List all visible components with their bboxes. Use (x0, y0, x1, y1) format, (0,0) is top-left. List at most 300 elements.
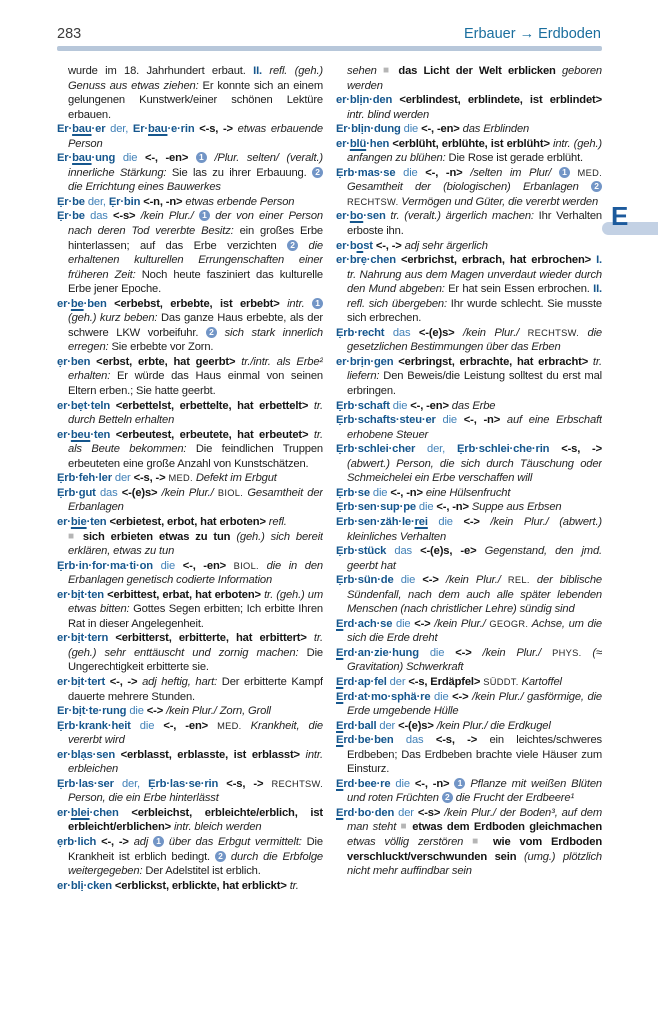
definition-italic: etwas erbende Person (185, 195, 295, 208)
gender-article: das (393, 734, 436, 747)
headword: rd·bo·den (343, 806, 395, 819)
dictionary-entry (336, 122, 602, 137)
headword-stressed: bau (72, 123, 92, 136)
sense-number-badge: 1 (153, 836, 164, 847)
dictionary-entry (336, 166, 602, 210)
headword: rd·an·zie·hung (343, 646, 419, 659)
definition-italic: etwas völlig zerstören (347, 835, 473, 848)
sense-number-badge: 1 (559, 167, 570, 178)
definition-italic: die gesetzlichen Bestimmungen über das Erben (347, 326, 602, 354)
gender-article: der (394, 806, 418, 819)
subject-label: BIOL. (217, 487, 244, 498)
inflection-forms: <erbringst, erbrachte, hat erbracht> (393, 355, 593, 368)
sense-number-badge: 2 (215, 851, 226, 862)
idiom-bold: wie vom Erdboden verschluckt/verschwunden sein (347, 835, 602, 863)
idiom-bold: etwas dem Erdboden gleichmachen (407, 821, 602, 834)
example-text: Der Adelstitel ist erblich. (142, 865, 261, 878)
definition-italic: intr. blind werden (347, 108, 430, 121)
headword: Er· (132, 123, 148, 136)
definition-italic: die in den Erbanlagen genetisch codierte Information (68, 559, 323, 587)
definition-italic: intr. erbleichen (68, 748, 323, 776)
definition-italic: die Frucht der Erdbeere¹ (452, 792, 575, 805)
definition-italic: refl. (268, 515, 287, 528)
inflection-forms: <-s, -> (133, 472, 169, 485)
definition-italic: /selten im Plur/ (470, 166, 559, 179)
headword-stressed: E (336, 806, 344, 819)
dictionary-entry (57, 719, 323, 748)
inflection-forms: <erbittest, erbat, hat erboten> (103, 588, 265, 601)
example-text: Gottes Segen erbitten; Ich erbitte Ihren Rat in dieser Angelegenheit. (68, 603, 323, 630)
gender-article: der, (105, 123, 133, 136)
gender-article: das (386, 545, 421, 558)
subject-label: RECHTSW. (271, 778, 323, 789)
sense-number-badge: 2 (442, 792, 453, 803)
gender-article: die (427, 515, 464, 528)
inflection-forms: <erbietest, erbot, hat erboten> (106, 515, 269, 528)
roman-numeral: II. (593, 283, 602, 296)
gender-article: die (392, 617, 415, 630)
idiom-marker-icon: ■ (400, 821, 408, 833)
inflection-forms: <-, -en> (182, 559, 234, 572)
inflection-forms: <-s, Erdäpfel> (408, 675, 484, 688)
definition-italic: tr. durch Betteln erhalten (68, 399, 323, 427)
headword: ẹrb·lich (57, 835, 97, 848)
headword: rd·ach·se (343, 617, 393, 630)
definition-italic: intr. (287, 297, 312, 310)
inflection-forms: <-s> (113, 210, 141, 223)
headword: rd·be·ben (343, 734, 394, 747)
inflection-forms: <-s, -> (194, 123, 238, 136)
inflection-forms: <erbst, erbte, hat geerbt> (90, 355, 242, 368)
definition-italic: geboren werden (347, 65, 602, 92)
dictionary-entry (57, 675, 323, 704)
headword: Ẹrb·feh·ler (57, 472, 112, 485)
headword-stressed: rei (414, 515, 428, 528)
headword: er· (57, 515, 71, 528)
definition-italic: sehen (347, 65, 383, 77)
gender-article: der, (415, 443, 457, 456)
page-number: 283 (57, 26, 82, 42)
sense-number-badge: 1 (199, 210, 210, 221)
inflection-forms: <-> (452, 690, 473, 703)
dictionary-entry (57, 588, 323, 632)
dictionary-entry (336, 544, 602, 573)
headword-stressed: blü (349, 137, 367, 150)
dictionary-entry (57, 559, 323, 588)
inflection-forms: <-s, -> (549, 443, 602, 456)
inflection-forms: <erbitterst, erbitterte, hat erbittert> (108, 632, 314, 645)
example-text: wurde im 18. Jahrhundert erbaut. (68, 65, 254, 77)
dictionary-entry (336, 326, 602, 355)
gender-article: die (389, 399, 411, 412)
dictionary-entry (336, 806, 602, 879)
dictionary-entry (336, 733, 602, 777)
example-text: Der erbitterte Kampf dauerte mehrere Stunden. (68, 675, 323, 703)
headword: er· (57, 297, 71, 310)
inflection-forms: <-, -en> (410, 399, 452, 412)
headword: ·chen (89, 806, 119, 819)
definition-italic: intr. bleich werden (173, 821, 262, 834)
gender-article: die (152, 559, 183, 572)
gender-article: die (400, 123, 422, 136)
headword-stressed: beu (70, 428, 91, 441)
gender-article: das (84, 210, 113, 223)
inflection-forms: <-, -n> (425, 166, 471, 179)
sense-number-badge: 2 (206, 327, 217, 338)
definition-italic: (≈ Gravitation) Schwerkraft (347, 646, 602, 674)
subject-label: RECHTSW. (347, 196, 399, 207)
gender-article: das (384, 326, 419, 339)
definition-italic: Suppe aus Erbsen (471, 501, 562, 514)
dictionary-entry (336, 399, 602, 414)
headword-stressed: E (336, 777, 344, 790)
headword: er·blị·cken (57, 879, 112, 892)
definition-italic: refl. sich übergeben: (347, 297, 447, 310)
headword: ·ten (86, 515, 107, 528)
headword-stressed: E (336, 617, 344, 630)
example-text: Er hat sein Essen erbrochen. (444, 283, 594, 296)
dictionary-entry (336, 777, 602, 806)
headword: rd·ap·fel (343, 675, 387, 688)
headword: ·ten (90, 428, 111, 441)
dictionary-entry (336, 690, 602, 719)
dictionary-entry (57, 515, 323, 559)
definition-italic: über das Erbgut vermittelt: (164, 835, 302, 848)
definition-italic: (geh.) kurz beben: (68, 312, 158, 325)
dictionary-entry (336, 442, 602, 486)
subject-label: REL. (507, 575, 530, 586)
inflection-forms: <erbettelst, erbettelte, hat erbettelt> (110, 399, 314, 412)
definition-italic: Vermögen und Güter, die vererbt werden (398, 195, 599, 208)
idiom-marker-icon: ■ (472, 835, 485, 847)
definition-italic: /kein Plur./ (434, 617, 490, 630)
definition-italic: refl. (geh.) Genuss aus etwas ziehen: (68, 65, 323, 92)
definition-italic: /kein Plur./ die Erdkugel (436, 719, 551, 732)
definition-italic: etwas erbauende Person (68, 123, 323, 150)
headword: Erb·sen·zäh·le· (336, 515, 415, 528)
headword: ·sen (363, 210, 386, 223)
definition-italic: Achse, um die sich die Erde dreht (347, 617, 602, 645)
gender-article: die (369, 486, 391, 499)
definition-italic: tr. (veralt.) ärgerlich machen: (385, 210, 534, 223)
definition-italic: /kein Plur./ Zorn, Groll (166, 705, 271, 718)
sense-number-badge: 2 (591, 181, 602, 192)
dictionary-entry (57, 399, 323, 428)
definition-italic: Defekt im Erbgut (192, 472, 277, 485)
dictionary-entry (336, 617, 602, 646)
dictionary-entry (336, 573, 602, 617)
headword-stressed: E (336, 734, 344, 747)
inflection-forms: <-s, -> (218, 777, 272, 790)
example-text: Ihr wurde schlecht. Sie musste sich erbrechen. (347, 297, 602, 325)
idiom-marker-icon: ■ (382, 65, 393, 76)
headword: Er·bịt·te·rung (57, 705, 127, 718)
headword: Ẹrb·stück (336, 545, 387, 558)
inflection-forms: <-> (422, 574, 446, 587)
inflection-forms: <-, -n> (390, 486, 426, 499)
gender-article: die (393, 574, 423, 587)
inflection-forms: <-, -en> (421, 123, 463, 136)
headword: er·blạs·sen (57, 748, 116, 761)
gender-article: das (95, 486, 122, 499)
definition-italic: tr. (geh.) sehr enttäuscht und zornig machen: (68, 632, 323, 659)
dictionary-entry (57, 631, 323, 675)
inflection-forms: <-(e)s> (398, 719, 437, 732)
definition-italic: (abwert.) Person, die sich durch Täuschung oder Schmeichelei ein Erbe verschaffen will (347, 457, 602, 485)
definition-italic: Gegenstand, den jmd. geerbt hat (347, 545, 602, 572)
example-text: Die Rose ist gerade erblüht. (445, 152, 583, 165)
inflection-forms: <erblickst, erblickte, hat erblickt> (111, 879, 290, 892)
sense-number-badge: 2 (312, 167, 323, 178)
dictionary-entry (336, 137, 602, 166)
example-text: ein großes Erbe hinterlassen; auf das Erbe verzichten (68, 225, 323, 252)
definition-italic: durch die Erbfolge weitergegeben: (68, 850, 323, 878)
headword-stressed: o (356, 239, 364, 252)
roman-numeral: I. (596, 254, 602, 267)
headword: ·e·rin (167, 123, 195, 136)
example-text: Sie las zu ihrer Erbauung. (166, 166, 312, 179)
roman-numeral: II. (253, 65, 262, 77)
right-column (336, 64, 602, 1014)
dictionary-entry (57, 355, 323, 399)
headword: Ẹrb·gut (57, 486, 96, 499)
dictionary-entry (57, 122, 323, 151)
inflection-forms: <-(e)s, -e> (420, 545, 485, 558)
subject-label: SÜDDT. (483, 676, 519, 687)
dictionary-entry (57, 209, 323, 296)
dictionary-entry (336, 646, 602, 675)
headword: Er·blịn·dung (336, 123, 401, 136)
definition-italic: /kein Plur./ gasförmige, die Erde umgebende Hülle (347, 690, 602, 718)
definition-italic: der biblische Sündenfall, nach dem auch alle später lebenden Menschen (nach christlicher Lehre) sündig sind (347, 574, 602, 616)
definition-italic: tr. als Beute bekommen: (68, 428, 323, 456)
headword: Ẹrb·schafts·steu·er (336, 414, 436, 427)
headword: Er· (57, 152, 73, 165)
definition-italic: sich stark innerlich erregen: (68, 326, 323, 354)
definition-italic: /kein Plur./ (161, 486, 218, 499)
example-text: Er würde das Haus einmal von seinen Eltern erben.; Sie hatte geerbt. (68, 370, 323, 398)
dictionary-entry (57, 704, 323, 719)
definition-italic: Kartoffel (518, 675, 562, 688)
subject-label: BIOL. (233, 560, 259, 571)
headword: er· (57, 428, 71, 441)
definition-italic: tr. (geh.) um etwas bitten: (68, 588, 323, 616)
definition-italic: intr. (geh.) anfangen zu blühen: (347, 137, 602, 165)
definition-italic: tr./intr. als Erbe² erhalten: (68, 355, 323, 383)
headword: Ẹrb·in·for·ma·ti·on (57, 559, 153, 572)
example-text: Die Ungerechtigkeit erbitterte sie. (68, 646, 323, 674)
dictionary-entry (57, 428, 323, 472)
inflection-forms: <-, -n> (463, 414, 507, 427)
example-text: Ihr Verhalten erboste ihn. (347, 210, 602, 238)
gender-article: die (418, 646, 456, 659)
headword: Ẹrb·las·ser (57, 777, 114, 790)
headword-stressed: E (336, 690, 344, 703)
definition-italic: /kein Plur./ (482, 646, 553, 659)
definition-italic: adj sehr ärgerlich (404, 239, 488, 252)
gender-article: die (435, 414, 464, 427)
headword: ·er (91, 123, 106, 136)
subject-label: RECHTSW. (527, 327, 580, 338)
headword: er·brẹ·chen (336, 254, 396, 267)
subject-label: MED. (168, 473, 193, 484)
headword: rd·ball (343, 719, 377, 732)
left-column (57, 64, 323, 1014)
dictionary-entry (336, 239, 602, 254)
headword: Ẹrb·se (336, 486, 370, 499)
headword-stressed: E (336, 719, 344, 732)
dictionary-entry (336, 93, 602, 122)
dictionary-entry (57, 748, 323, 777)
inflection-forms: <-s> (417, 806, 445, 819)
inflection-forms: <-n, -n> (140, 195, 186, 208)
headword: er·bẹt·teln (57, 399, 111, 412)
idiom-marker-icon: ■ (68, 530, 77, 542)
gender-article: die (115, 152, 145, 165)
subject-label: MED. (569, 167, 602, 178)
definition-italic: (umg.) plötzlich nicht mehr auffindbar sein (347, 850, 602, 878)
dictionary-entry (336, 355, 602, 399)
sense-number-badge: 1 (312, 298, 323, 309)
dictionary-entry (57, 835, 323, 879)
headword: Ẹrb·las·se·rin (148, 777, 219, 790)
definition-italic: Gesamtheit der (biologischen) Erbanlagen (347, 181, 591, 194)
example-text: Den Beweis/die Leistung solltest du erst mal erbringen. (347, 370, 602, 398)
definition-italic: Krankheit, die vererbt wird (68, 719, 323, 747)
inflection-forms: <-, -n> (414, 777, 455, 790)
example-text: Er konnte sich an einem gelungenen Kunstwerk/einer schönen Lektüre erbauen. (68, 79, 323, 121)
headword: st (363, 239, 373, 252)
inflection-forms: <-, -en> (144, 152, 196, 165)
headword: Ẹrb·krank·heit (57, 719, 131, 732)
definition-italic: /Plur. selten/ (veralt.) innerliche Stärkung: (68, 152, 323, 179)
inflection-forms: <-(e)s> (418, 326, 463, 339)
headword: Ẹrb·sün·de (336, 574, 394, 587)
headword-stressed: blei (70, 806, 90, 819)
definition-italic: /kein Plur./ (abwert.) kleinliches Verhalten (347, 515, 602, 543)
dictionary-entry (57, 471, 323, 486)
headword: er· (57, 806, 71, 819)
definition-italic: adj heftig, hart: (142, 675, 218, 688)
entry-continuation (336, 64, 602, 93)
dictionary-entry (336, 486, 602, 501)
inflection-forms: <erbeutest, erbeutete, hat erbeutet> (110, 428, 314, 441)
headword-stressed: bau (148, 123, 168, 136)
inflection-forms: <-(e)s> (121, 486, 162, 499)
definition-italic: /kein Plur./ (445, 574, 508, 587)
definition-italic: die erhaltenen kulturellen Errungenschaften einer früheren Zeit: (68, 239, 323, 281)
definition-italic: tr. liefern: (347, 355, 602, 383)
idiom-bold: sich erbieten etwas zu tun (76, 530, 237, 543)
inflection-forms: <-, -n> (436, 501, 472, 514)
subject-label: MED. (217, 720, 242, 731)
section-tab-letter: E (611, 201, 629, 231)
dictionary-entry (336, 413, 602, 442)
dictionary-entry (336, 209, 602, 238)
definition-italic: /kein Plur./ (140, 210, 199, 223)
headword: Ẹrb·schlei·cher (336, 443, 416, 456)
headword-stressed: bo (349, 210, 364, 223)
gender-article: die (430, 690, 453, 703)
gender-article: der, (84, 195, 109, 208)
headword: Ẹr·be (57, 210, 85, 223)
headword: Ẹr·bin (108, 195, 141, 208)
guide-words: Erbauer → Erdboden (463, 26, 601, 42)
dictionary-entry (57, 806, 323, 835)
sense-number-badge: 1 (454, 778, 465, 789)
inflection-forms: <erbrichst, erbrach, hat erbrochen> (395, 254, 597, 267)
idiom-bold: das Licht der Welt erblicken (392, 65, 562, 77)
definition-italic: die Errichtung eines Bauwerkes (68, 181, 221, 194)
headword: er·brịn·gen (336, 355, 394, 368)
gender-article: der (386, 675, 409, 688)
headword: er· (336, 137, 350, 150)
headword: Ẹr·be (57, 195, 85, 208)
gender-article: die (395, 166, 426, 179)
headword: Ẹrb·schaft (336, 399, 390, 412)
dictionary-entry (57, 151, 323, 195)
definition-italic: Gesamtheit der Erbanlagen (68, 486, 323, 514)
inflection-forms: <-> (455, 646, 483, 659)
inflection-forms: <erblasst, erblasste, ist erblasst> (115, 748, 306, 761)
inflection-forms: <-> (463, 515, 491, 528)
headword: Er· (57, 123, 73, 136)
subject-label: GEOGR. (489, 618, 529, 629)
subject-label: PHYS. (552, 647, 582, 658)
headword: er·bịt·tern (57, 632, 109, 645)
headword-stressed: be (70, 297, 84, 310)
definition-italic: tr. (289, 879, 299, 892)
sense-number-badge: 1 (196, 152, 207, 163)
inflection-forms: <erblüht, erblühte, ist erblüht> (389, 137, 553, 150)
definition-italic: auf eine Erbschaft erhobene Steuer (347, 414, 602, 441)
headword: rd·at·mo·sphä·re (343, 690, 431, 703)
inflection-forms: <-> (414, 617, 435, 630)
gender-article: der (111, 472, 134, 485)
definition-italic: Person, die ein Erbe hinterlässt (68, 792, 219, 805)
dictionary-entry (336, 253, 602, 326)
gender-article: die (415, 501, 437, 514)
dictionary-entry (57, 777, 323, 806)
headword: ẹr·ben (57, 355, 91, 368)
headword-stressed: bie (70, 515, 87, 528)
inflection-forms: <erbleichst, erbleichte/erblich, ist erbleicht/erblichen> (68, 806, 323, 834)
definition-italic: der von einer Person nach deren Tod vererbte Besitz: (68, 210, 323, 238)
example-text: Sie erbebte vor Zorn. (108, 341, 214, 354)
inflection-forms: <-s, -> (435, 734, 490, 747)
gender-article: die (130, 719, 164, 732)
headword: er·b (336, 239, 357, 252)
dictionary-entry (57, 195, 323, 210)
entry-continuation (57, 64, 323, 122)
gender-article: der (376, 719, 399, 732)
headword: er·blịn·den (336, 94, 393, 107)
gender-article: die (390, 777, 415, 790)
headword: Ẹrb·schlei·che·rin (456, 443, 550, 456)
dictionary-entry (336, 515, 602, 544)
definition-italic: das Erblinden (462, 123, 530, 136)
definition-italic: tr. Nahrung aus dem Magen unverdaut wieder durch den Mund abgeben: (347, 268, 602, 296)
headword-stressed: bau (72, 152, 92, 165)
headword: Ẹrb·recht (336, 326, 385, 339)
inflection-forms: <-, -> (105, 675, 143, 688)
headword: ·ben (83, 297, 107, 310)
inflection-forms: <-> (146, 705, 167, 718)
inflection-forms: <erblindest, erblindete, ist erblindet> (392, 94, 602, 107)
definition-italic: das Erbe (451, 399, 496, 412)
headword: ·ung (91, 152, 116, 165)
headword: rd·bee·re (343, 777, 391, 790)
